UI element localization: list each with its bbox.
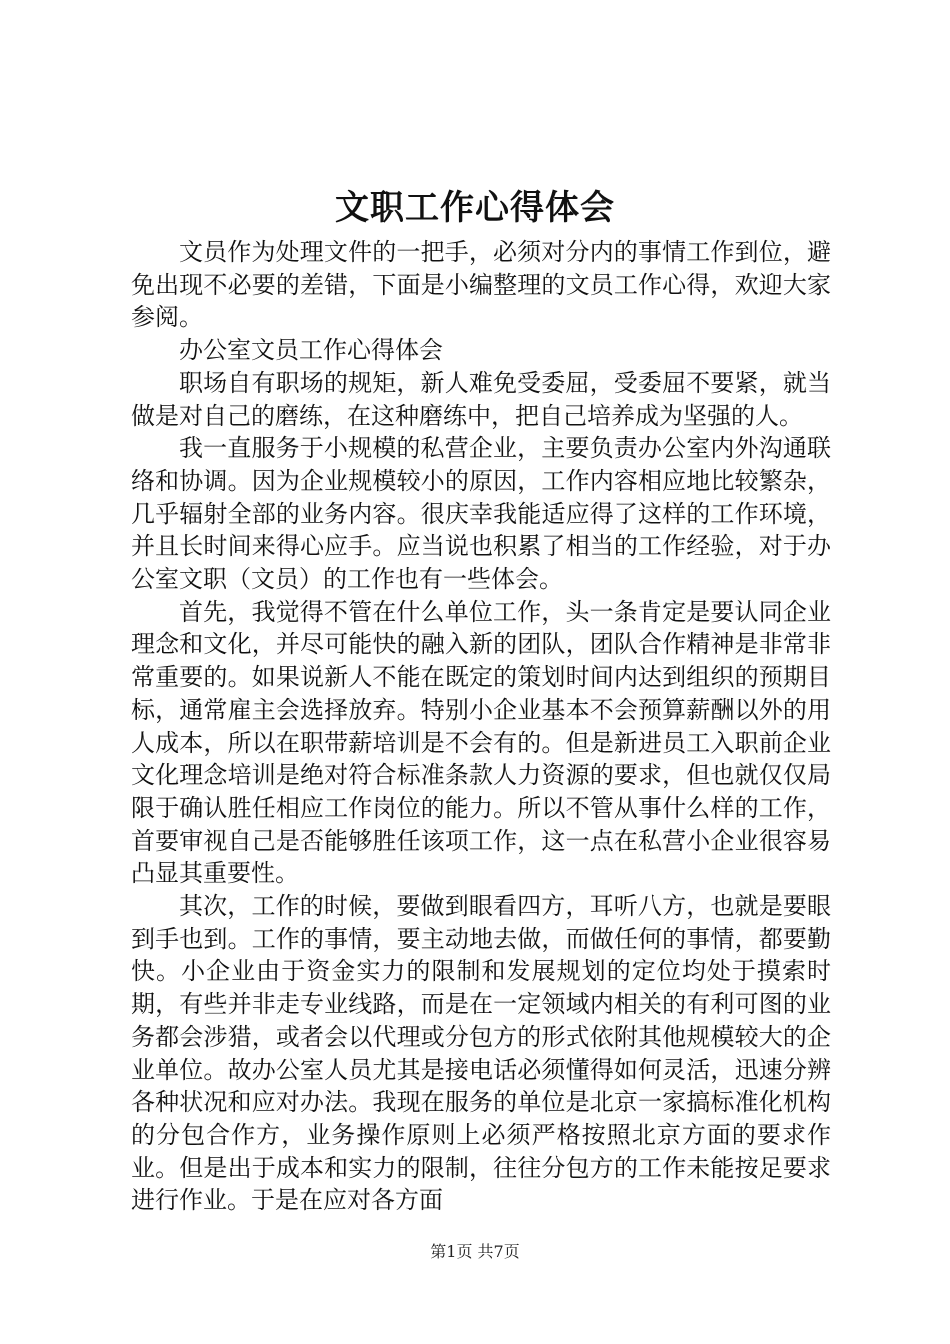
section-heading: 办公室文员工作心得体会: [179, 336, 443, 365]
paragraph: 我一直服务于小规模的私营企业，主要负责办公室内外沟通联络和协调。因为企业规模较小的原因，工作内容相应地比较繁杂，几乎辐射全部的业务内容。很庆幸我能适应得了这样的工作环境，并且长时间来得心应手。应当说也积累了相当的工作经验，对于办公室文职（文员）的工作也有一些体会。: [131, 434, 831, 594]
document-body: [131, 236, 831, 1217]
document-title: 文职工作心得体会: [335, 188, 615, 228]
paragraph-intro: 文员作为处理文件的一把手，必须对分内的事情工作到位，避免出现不必要的差错，下面是小编整理的文员工作心得，欢迎大家参阅。: [131, 238, 831, 332]
paragraph: 其次，工作的时候，要做到眼看四方，耳听八方，也就是要眼到手也到。工作的事情，要主动地去做，而做任何的事情，都要勤快。小企业由于资金实力的限制和发展规划的定位均处于摸索时期，有些并非走专业线路，而是在一定领域内相关的有利可图的业务都会涉猎，或者会以代理或分包方的形式依附其他规模较大的企业单位。故办公室人员尤其是接电话必须懂得如何灵活，迅速分辨各种状况和应对办法。我现在服务的单位是北京一家搞标准化机构的分包合作方，业务操作原则上必须严格按照北京方面的要求作业。但是出于成本和实力的限制，往往分包方的工作未能按足要求进行作业。于是在应对各方面: [131, 892, 831, 1215]
paragraph: 职场自有职场的规矩，新人难免受委屈，受委屈不要紧，就当做是对自己的磨练，在这种磨练中，把自己培养成为坚强的人。: [131, 368, 831, 430]
page-footer: 第1页 共7页: [430, 1242, 520, 1261]
paragraph: 首先，我觉得不管在什么单位工作，头一条肯定是要认同企业理念和文化，并尽可能快的融入新的团队，团队合作精神是非常非常重要的。如果说新人不能在既定的策划时间内达到组织的预期目标，通常雇主会选择放弃。特别小企业基本不会预算薪酬以外的用人成本，所以在职带薪培训是不会有的。但是新进员工入职前企业文化理念培训是绝对符合标准条款人力资源的要求，但也就仅仅局限于确认胜任相应工作岗位的能力。所以不管从事什么样的工作，首要审视自己是否能够胜任该项工作，这一点在私营小企业很容易凸显其重要性。: [131, 597, 831, 888]
